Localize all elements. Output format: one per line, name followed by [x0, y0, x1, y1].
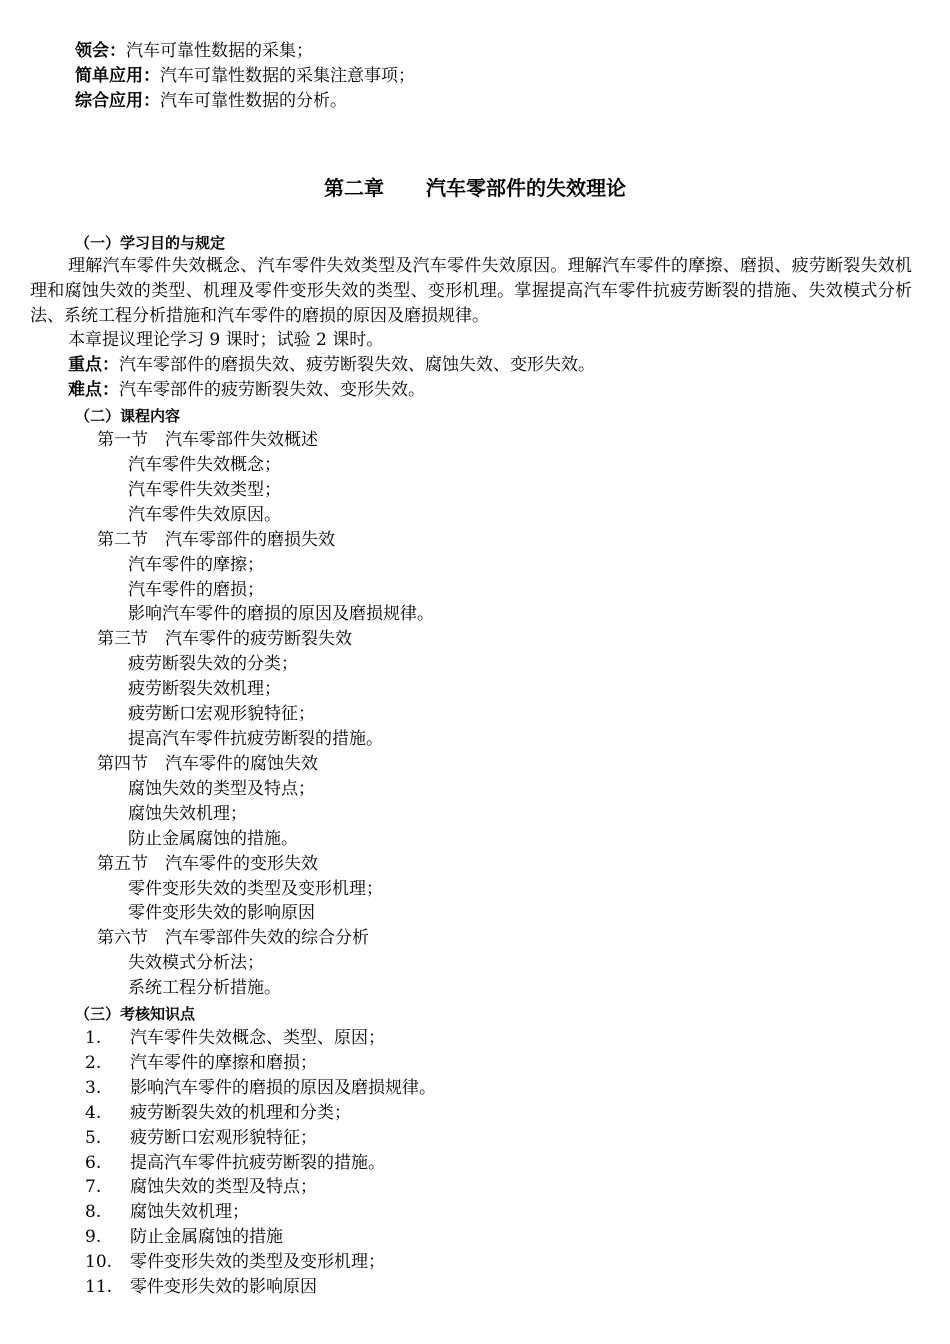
chapter-title: [0, 172, 950, 201]
difficult-label: 难点：: [68, 380, 119, 400]
section-item: 零件变形失效的类型及变形机理；: [128, 879, 383, 899]
section-item: 汽车零件失效概念；: [128, 455, 281, 475]
knowledge-point: [85, 1052, 317, 1074]
chapter-name: 汽车零部件的失效理论: [426, 176, 626, 200]
top-item-text: 汽车可靠性数据的采集；: [126, 41, 313, 61]
section-item: 防止金属腐蚀的措施。: [128, 829, 298, 849]
section-item: 失效模式分析法；: [128, 953, 264, 973]
key-point: [68, 354, 595, 376]
top-item-text: 汽车可靠性数据的分析。: [160, 91, 347, 111]
top-item-label: 综合应用：: [75, 91, 160, 111]
top-item: [75, 40, 313, 62]
knowledge-point: [85, 1077, 436, 1099]
key-text: 汽车零部件的磨损失效、疲劳断裂失效、腐蚀失效、变形失效。: [119, 355, 595, 375]
section-item: 提高汽车零件抗疲劳断裂的措施。: [128, 729, 383, 749]
section-item: 腐蚀失效机理；: [128, 804, 247, 824]
section-item: 汽车零件失效类型；: [128, 480, 281, 500]
point-number: 11.: [85, 1277, 113, 1297]
knowledge-point: [85, 1276, 317, 1298]
section-item: 零件变形失效的影响原因: [128, 903, 315, 923]
section-heading: （三）考核知识点: [75, 1005, 196, 1023]
section-item: 汽车零件的磨损；: [128, 580, 264, 600]
point-number: 5.: [85, 1128, 102, 1148]
point-number: 4.: [85, 1103, 102, 1123]
section-item: 疲劳断裂失效机理；: [128, 679, 281, 699]
point-text: 汽车零件失效概念、类型、原因；: [130, 1028, 385, 1048]
section-item: 汽车零件失效原因。: [128, 505, 281, 525]
point-text: 疲劳断裂失效的机理和分类；: [130, 1103, 351, 1123]
section-title: 第五节 汽车零件的变形失效: [97, 854, 318, 874]
section-title: 第四节 汽车零件的腐蚀失效: [97, 754, 318, 774]
point-number: 6.: [85, 1153, 102, 1173]
section-item: 汽车零件的摩擦；: [128, 555, 264, 575]
knowledge-point: [85, 1152, 385, 1174]
section-item: 腐蚀失效的类型及特点；: [128, 779, 315, 799]
difficult-text: 汽车零部件的疲劳断裂失效、变形失效。: [119, 380, 425, 400]
point-number: 3.: [85, 1078, 102, 1098]
knowledge-point: [85, 1251, 385, 1273]
point-text: 腐蚀失效的类型及特点；: [130, 1177, 317, 1197]
objectives-text: 理解汽车零件失效概念、汽车零件失效类型及汽车零件失效原因。理解汽车零件的摩擦、磨损、疲劳断裂失效机理和腐蚀失效的类型、机理及零件变形失效的类型、变形机理。掌握提高汽车零件抗疲劳断裂的措施、失效模式分析法、系统工程分析措施和汽车零件的磨损的原因及磨损规律。: [30, 256, 912, 326]
section-item: 疲劳断口宏观形貌特征；: [128, 704, 315, 724]
point-number: 8.: [85, 1202, 102, 1222]
section-item: 影响汽车零件的磨损的原因及磨损规律。: [128, 604, 434, 624]
knowledge-point: [85, 1027, 385, 1049]
knowledge-point: [85, 1102, 351, 1124]
section-item: 疲劳断裂失效的分类；: [128, 654, 298, 674]
hours-text: 本章提议理论学习 9 课时；试验 2 课时。: [68, 330, 384, 350]
section-title: 第六节 汽车零部件失效的综合分析: [97, 928, 369, 948]
top-item-label: 简单应用：: [75, 66, 160, 86]
point-text: 腐蚀失效机理；: [130, 1202, 249, 1222]
point-text: 影响汽车零件的磨损的原因及磨损规律。: [130, 1078, 436, 1098]
knowledge-point: [85, 1127, 317, 1149]
section-title: 第二节 汽车零部件的磨损失效: [97, 530, 335, 550]
section-heading: （一）学习目的与规定: [75, 234, 226, 252]
top-item: [75, 65, 415, 87]
top-item: [75, 90, 347, 112]
key-label: 重点：: [68, 355, 119, 375]
point-text: 零件变形失效的影响原因: [130, 1277, 317, 1297]
point-number: 1.: [85, 1028, 102, 1048]
point-text: 疲劳断口宏观形貌特征；: [130, 1128, 317, 1148]
knowledge-point: [85, 1176, 317, 1198]
point-number: 10.: [85, 1252, 113, 1272]
point-number: 9.: [85, 1227, 102, 1247]
point-number: 7.: [85, 1177, 102, 1197]
chapter-number: 第二章: [324, 176, 384, 200]
section-title: 第三节 汽车零件的疲劳断裂失效: [97, 629, 352, 649]
section-title: 第一节 汽车零部件失效概述: [97, 430, 318, 450]
point-number: 2.: [85, 1053, 102, 1073]
point-text: 汽车零件的摩擦和磨损；: [130, 1053, 317, 1073]
top-item-label: 领会：: [75, 41, 126, 61]
difficult-point: [68, 379, 425, 401]
point-text: 防止金属腐蚀的措施: [130, 1227, 283, 1247]
knowledge-point: [85, 1226, 283, 1248]
section-item: 系统工程分析措施。: [128, 978, 281, 998]
objectives-paragraph: [30, 254, 912, 329]
point-text: 提高汽车零件抗疲劳断裂的措施。: [130, 1153, 385, 1173]
section-heading: （二）课程内容: [75, 407, 181, 425]
point-text: 零件变形失效的类型及变形机理；: [130, 1252, 385, 1272]
knowledge-point: [85, 1201, 249, 1223]
top-item-text: 汽车可靠性数据的采集注意事项；: [160, 66, 415, 86]
